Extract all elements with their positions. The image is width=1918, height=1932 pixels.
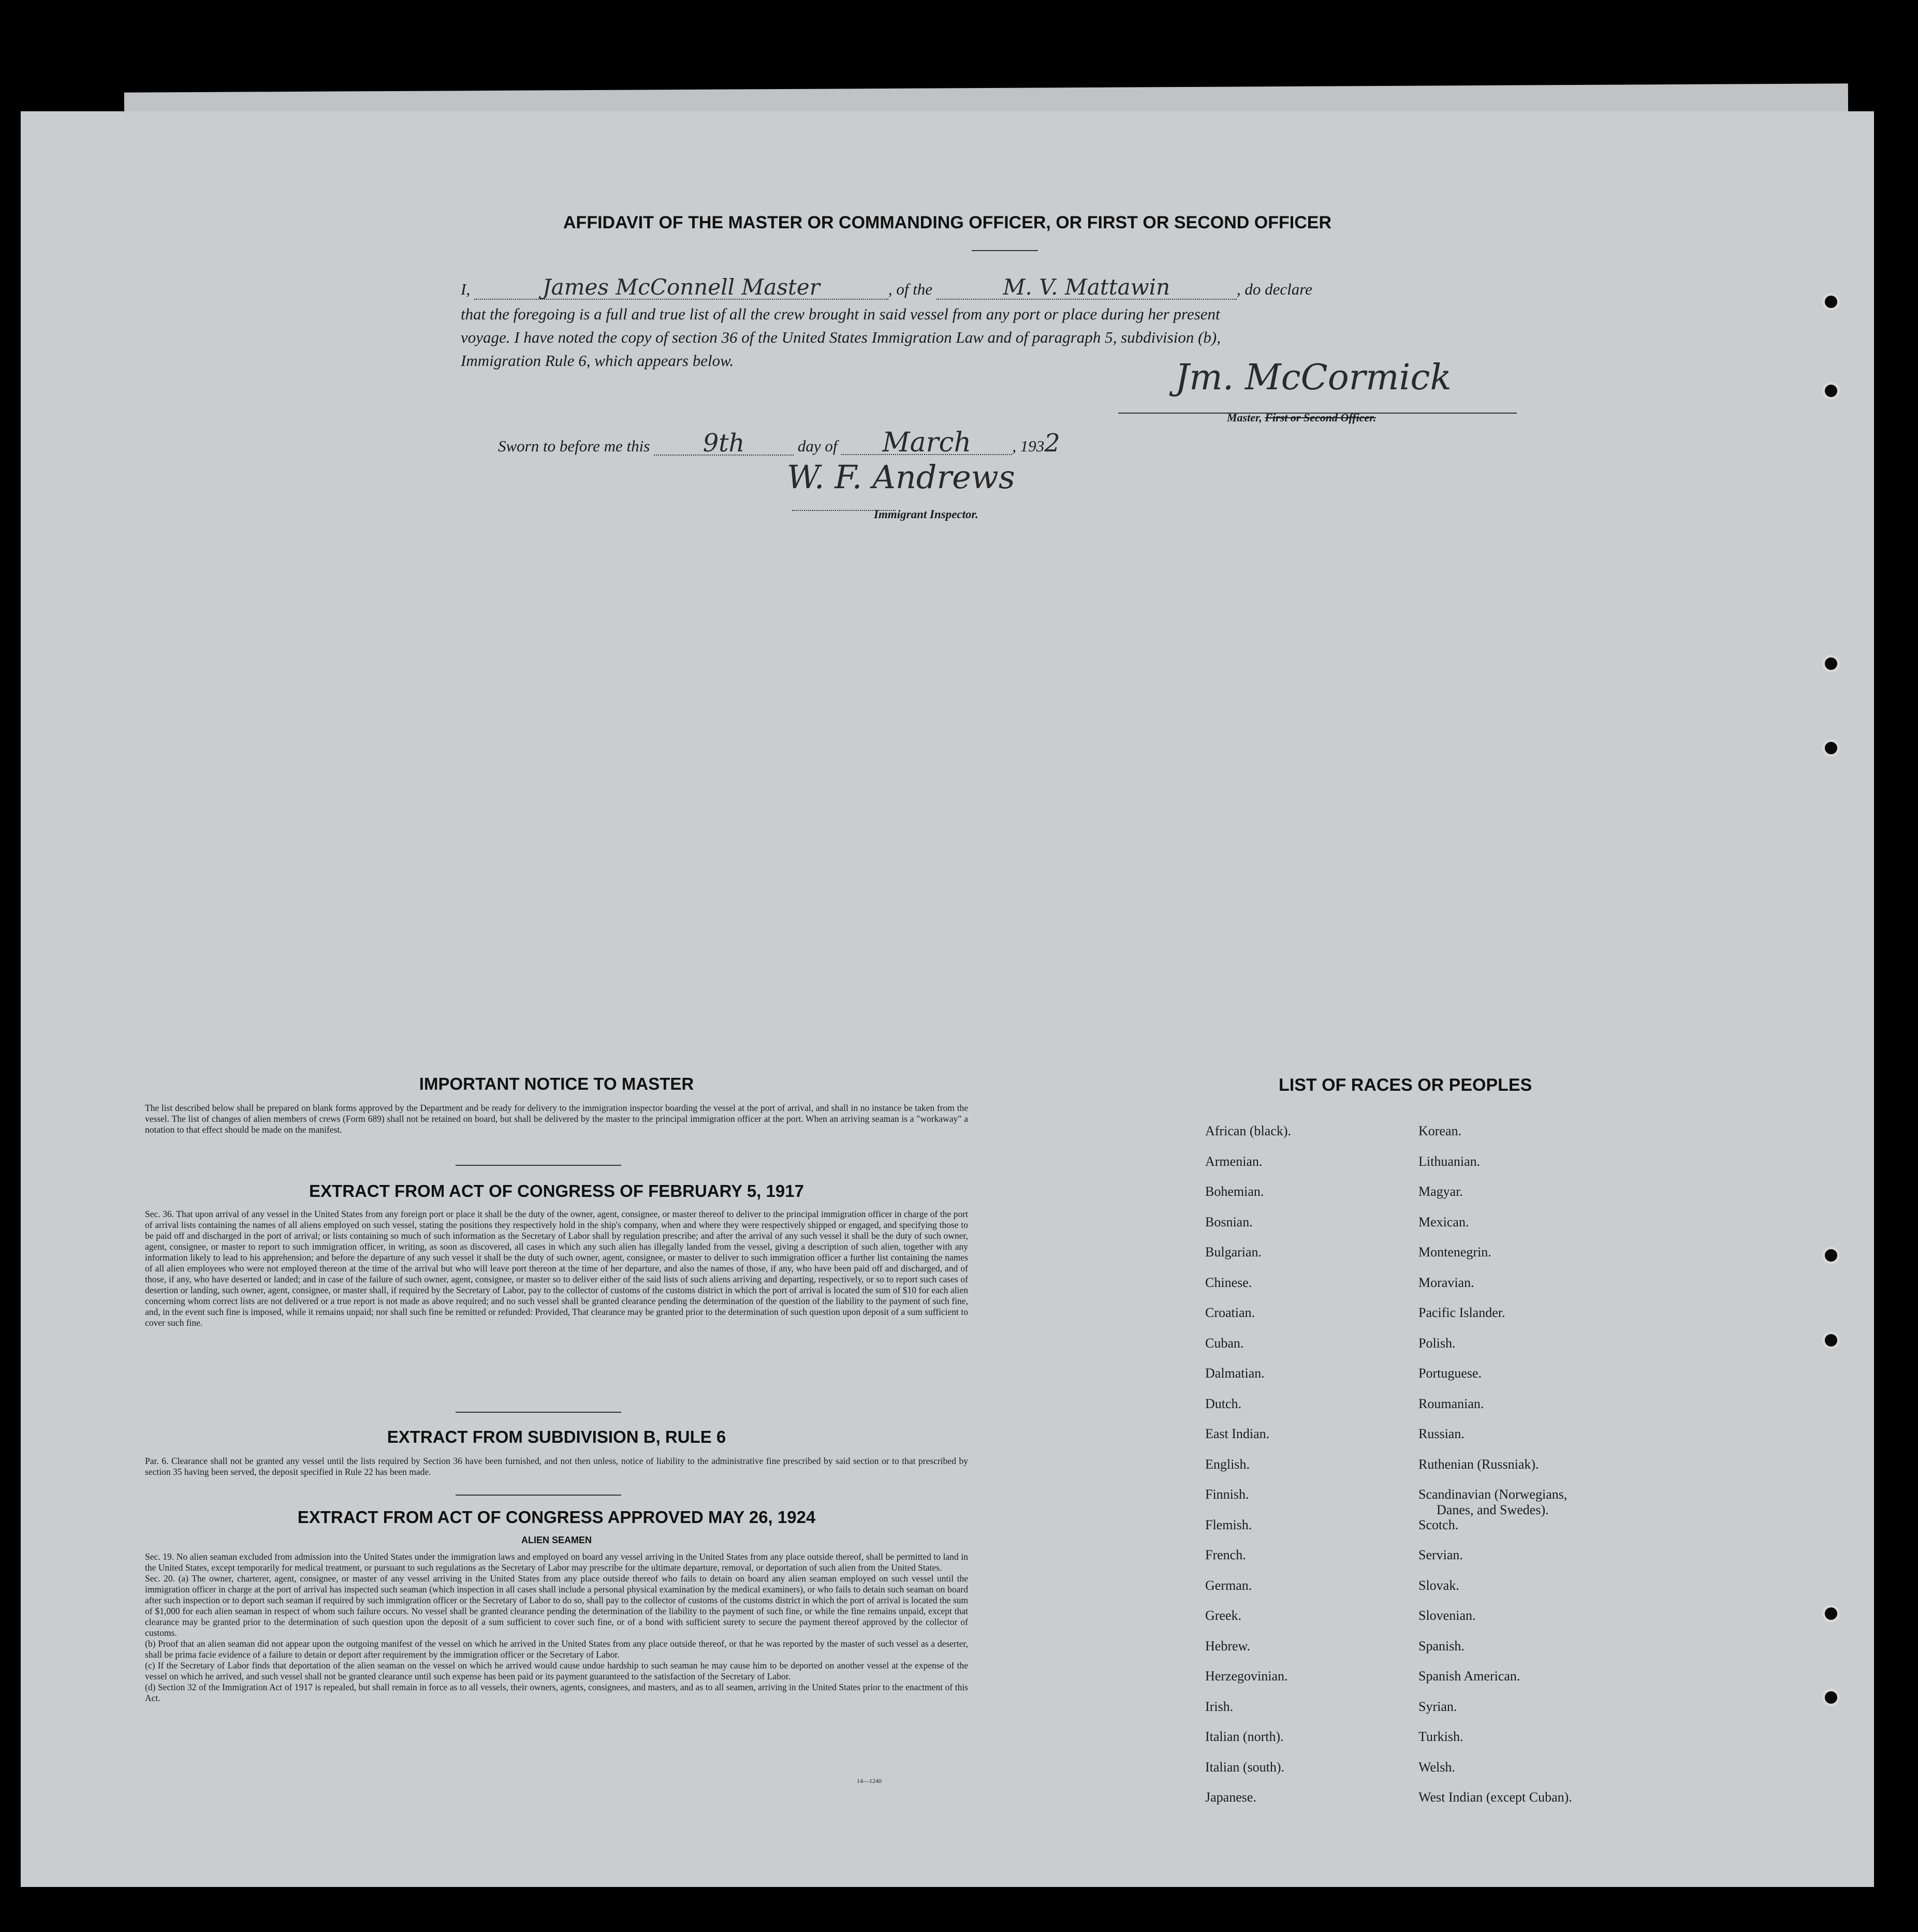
extract-1924-text	[145, 1552, 968, 1704]
sec-20c: (c) If the Secretary of Labor finds that deportation of the alien seaman on the vessel on which he arrived would cause undue hardship to such seaman he may cause him to be deported on another vessel at the expense of the vessel on which he arrived, and such vessel shall not be granted clearance until such expense has been paid or its payment guaranteed to the satisfaction of the Secretary of Labor.	[145, 1660, 968, 1681]
affidavit-line-4: Immigration Rule 6, which appears below.	[461, 352, 734, 370]
sworn-prefix: Sworn to before me this	[498, 437, 650, 455]
race-item: English.	[1205, 1456, 1250, 1472]
binder-hole-icon	[1822, 739, 1840, 757]
race-item: Bohemian.	[1205, 1184, 1264, 1199]
binder-hole-icon	[1822, 1605, 1840, 1622]
race-item: French.	[1205, 1547, 1246, 1562]
race-item: Lithuanian.	[1418, 1153, 1481, 1169]
form-number: 14—1240	[857, 1777, 882, 1784]
race-item: German.	[1205, 1577, 1252, 1593]
race-item: Cuban.	[1205, 1335, 1244, 1351]
do-declare-label: , do declare	[1236, 280, 1312, 298]
extract-1917-title: EXTRACT FROM ACT OF CONGRESS OF FEBRUARY 5, 1917	[309, 1181, 804, 1201]
sworn-day-handwritten: 9th	[654, 432, 794, 456]
affidavit-line-3: voyage. I have noted the copy of section 36 of the United States Immigration Law and of paragraph 5, subdivision (b),	[461, 328, 1221, 346]
notice-text: The list described below shall be prepared on blank forms approved by the Department and be ready for delivery to the immigration inspector boarding the vessel at the port of arrival, and shall in no instance be taken from the vessel. The list of changes of alien members of crews (Form 689) shall not be retained on board, but shall be delivered by the master to the principal immigration officer at the port. When an arriving seaman is a "workaway" a notation to that effect should be made on the manifest.	[145, 1103, 968, 1135]
inspector-caption: Immigrant Inspector.	[874, 508, 978, 521]
divider-1	[456, 1165, 621, 1166]
race-item: Syrian.	[1418, 1699, 1457, 1714]
race-item: Polish.	[1418, 1335, 1456, 1351]
race-item: Chinese.	[1205, 1275, 1252, 1290]
race-item: Scotch.	[1418, 1517, 1459, 1532]
race-item: Armenian.	[1205, 1153, 1263, 1169]
caption-master: Master,	[1227, 411, 1265, 424]
sworn-line	[498, 427, 1378, 458]
race-item: Danes, and Swedes).	[1437, 1502, 1549, 1517]
affidavit-title: AFFIDAVIT OF THE MASTER OR COMMANDING OFFICER, OR FIRST OR SECOND OFFICER	[563, 213, 1331, 232]
race-item: Croatian.	[1205, 1305, 1255, 1320]
alien-seamen-subtitle: ALIEN SEAMEN	[521, 1535, 592, 1545]
year-prefix: , 193	[1012, 437, 1045, 455]
divider-3	[456, 1495, 621, 1496]
extract-rule6-text: Par. 6. Clearance shall not be granted any vessel until the lists required by Section 36 have been furnished, and not then unless, notice of liability to the administrative fine prescribed by said section or to that prescribed by section 35 having been served, the deposit specified in Rule 22 has been made.	[145, 1456, 968, 1477]
master-name-handwritten: James McConnell Master	[474, 276, 888, 300]
affidavit-line-2: that the foregoing is a full and true list of all the crew brought in said vessel from any port or place during her present	[461, 305, 1220, 323]
binder-hole-icon	[1822, 1331, 1840, 1349]
race-item: Italian (south).	[1205, 1759, 1285, 1775]
race-item: West Indian (except Cuban).	[1418, 1790, 1572, 1805]
title-divider	[972, 250, 1038, 251]
race-item: Russian.	[1418, 1426, 1465, 1441]
race-item: Mexican.	[1418, 1214, 1469, 1230]
divider-2	[456, 1412, 621, 1413]
caption-struck-officer: First or Second Officer.	[1265, 411, 1377, 424]
affidavit-line-1	[461, 276, 1496, 301]
of-the-label: , of the	[888, 280, 933, 298]
vessel-name-handwritten: M. V. Mattawin	[936, 276, 1237, 300]
extract-1924-title: EXTRACT FROM ACT OF CONGRESS APPROVED MAY 26, 1924	[297, 1507, 816, 1527]
race-item: Irish.	[1205, 1699, 1234, 1714]
race-item: Scandinavian (Norwegians,	[1418, 1487, 1568, 1502]
race-item: Korean.	[1418, 1123, 1462, 1138]
binder-hole-icon	[1822, 1689, 1840, 1706]
extract-rule6-title: EXTRACT FROM SUBDIVISION B, RULE 6	[387, 1427, 726, 1446]
sec-20b: (b) Proof that an alien seaman did not appear upon the outgoing manifest of the vessel on which he arrived in the United States from any place outside thereof, or that he was reported by the master of such vessel as a deserter, shall be prima facie evidence of a failure to detain or deport after requirement by the immigration officer or the Secretary of Labor.	[145, 1638, 968, 1660]
race-item: Ruthenian (Russniak).	[1418, 1456, 1539, 1472]
notice-title: IMPORTANT NOTICE TO MASTER	[419, 1074, 694, 1093]
race-item: Portuguese.	[1418, 1366, 1482, 1381]
binder-hole-icon	[1822, 293, 1840, 311]
document-page	[21, 111, 1874, 1887]
signature-caption	[1227, 406, 1376, 429]
binder-hole-icon	[1822, 1247, 1840, 1264]
sworn-month-handwritten: March	[841, 431, 1012, 455]
extract-1917-text: Sec. 36. That upon arrival of any vessel in the United States from any foreign port or place it shall be the duty of the owner, agent, consignee, or master thereof to deliver to the principal immigration officer in charge of the port of arrival lists containing the names of all aliens employed on such vessel, stating the positions they respectively hold in the ship's company, when and where they were respectively shipped or engaged, and specifying those to be paid off and discharged in the port of arrival; or lists containing so much of such information as the Secretary of Labor shall by regulation prescribe; and after the arrival of any such vessel it shall be the duty of such owner, agent, consignee, or master to report to such immigration officer, in writing, as soon as discovered, all cases in which any such alien has illegally landed from the vessel, giving a description of such alien, together with any information likely to lead to his apprehension; and before the departure of any such vessel it shall be the duty of such owner, agent, consignee, or master to deliver to such immigration officer a further list containing the names of all alien employees who were not employed thereon at the time of the arrival but who will leave port thereon at the time of her departure, and also the names of those, if any, who have been paid off and discharged, and of those, if any, who have deserted or landed; and in case of the failure of such owner, agent, consignee, or master so to deliver either of the said lists of such aliens arriving and departing, respectively, or so to report such cases of desertion or landing, such owner, agent, consignee, or master shall, if required by the Secretary of Labor, pay to the collector of customs of the customs district in which the port of arrival is located the sum of $10 for each alien concerning whom correct lists are not delivered or a true report is not made as above required; and no such vessel shall be granted clearance pending the determination of the question of the liability to the payment of such fine, and, in the event such fine is imposed, while it remains unpaid; nor shall such fine be remitted or refunded: Provided, That clearance may be granted prior to the determination of such question upon deposit of a sum sufficient to cover such fine.	[145, 1209, 968, 1328]
race-item: Flemish.	[1205, 1517, 1252, 1532]
race-item: Finnish.	[1205, 1487, 1249, 1502]
sec-20a: Sec. 20. (a) The owner, charterer, agent, consignee, or master of any vessel arriving in the United States from any place outside thereof who fails to detain on board any alien seaman employed on such vessel until the immigration officer in charge at the port of arrival has inspected such seaman (which inspection in all cases shall include a personal physical examination by the medical examiners), or who fails to detain such seaman on board after such inspection or to deport such seaman if required by such immigration officer or the Secretary of Labor to do so, shall pay to the collector of customs of the customs district in which the port of arrival is located the sum of $1,000 for each alien seaman in respect of whom such failure occurs. No vessel shall be granted clearance pending the determination of the liability to the payment of such fine, or while the fine remains unpaid, except that clearance may be granted prior to the determination of such question upon the deposit of a sum sufficient to cover such fine, or of a bond with sufficient surety to secure the payment thereof approved by the collector of customs.	[145, 1573, 968, 1638]
race-item: Spanish American.	[1418, 1668, 1520, 1684]
year-digit-handwritten: 2	[1044, 429, 1060, 458]
race-item: Bosnian.	[1205, 1214, 1253, 1230]
race-item: Roumanian.	[1418, 1396, 1484, 1411]
race-item: Hebrew.	[1205, 1638, 1251, 1653]
races-title: LIST OF RACES OR PEOPLES	[1279, 1075, 1532, 1095]
sec-19: Sec. 19. No alien seaman excluded from admission into the United States under the immigration laws and employed on board any vessel arriving in the United States from any place outside thereof, shall be permitted to land in the United States, except temporarily for medical treatment, or pursuant to such regulations as the Secretary of Labor may prescribe for the ultimate departure, removal, or deportation of such alien from the United States.	[145, 1552, 968, 1573]
binder-hole-icon	[1822, 382, 1840, 400]
race-item: Japanese.	[1205, 1790, 1256, 1805]
race-item: Slovak.	[1418, 1577, 1459, 1593]
race-item: Dalmatian.	[1205, 1366, 1265, 1381]
race-item: East Indian.	[1205, 1426, 1270, 1441]
race-item: Servian.	[1418, 1547, 1463, 1562]
race-item: Bulgarian.	[1205, 1245, 1262, 1260]
day-of-label: day of	[797, 437, 838, 455]
race-item: Magyar.	[1418, 1184, 1463, 1199]
race-item: Greek.	[1205, 1608, 1242, 1623]
master-signature: Jm. McCormick	[1175, 357, 1452, 398]
race-item: Herzegovinian.	[1205, 1668, 1288, 1684]
race-item: Pacific Islander.	[1418, 1305, 1505, 1320]
race-item: Montenegrin.	[1418, 1245, 1491, 1260]
race-item: African (black).	[1205, 1123, 1292, 1138]
race-item: Slovenian.	[1418, 1608, 1476, 1623]
race-item: Moravian.	[1418, 1275, 1474, 1290]
race-item: Spanish.	[1418, 1638, 1465, 1653]
inspector-signature: W. F. Andrews	[787, 458, 1015, 496]
race-item: Dutch.	[1205, 1396, 1242, 1411]
i-prefix: I,	[461, 280, 471, 298]
binder-hole-icon	[1822, 655, 1840, 672]
race-item: Turkish.	[1418, 1729, 1463, 1744]
race-item: Welsh.	[1418, 1759, 1455, 1775]
race-item: Italian (north).	[1205, 1729, 1284, 1744]
sec-20d: (d) Section 32 of the Immigration Act of 1917 is repealed, but shall remain in force as to all vessels, their owners, agents, consignees, and masters, and as to all seamen, arriving in the United States prior to the enactment of this Act.	[145, 1682, 968, 1703]
